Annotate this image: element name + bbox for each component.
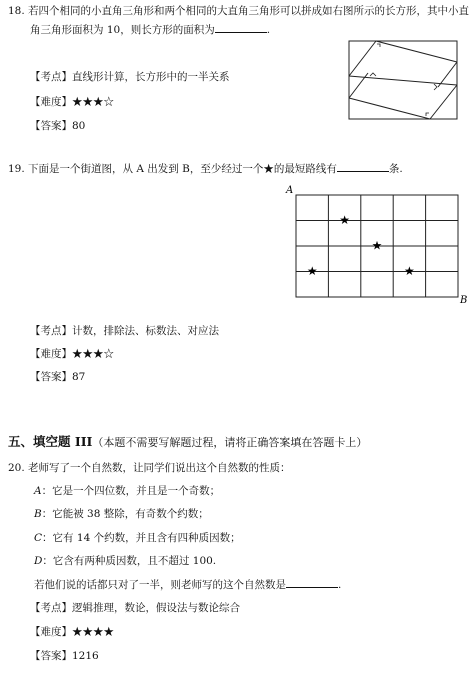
q19-nandu: 【难度】★★★☆ — [30, 348, 114, 360]
q20-conclusion-text: 若他们说的话都只对了一半，则老师写的这个自然数是 — [34, 579, 286, 591]
q20-option-a — [34, 484, 220, 498]
q20-conclusion — [34, 577, 341, 592]
q19-daan: 【答案】87 — [30, 371, 86, 383]
q20-option-b-text: ：它能被 38 整除，有奇数个约数； — [41, 508, 209, 520]
section5-note: （本题不需要写解题过程，请将正确答案填在答题卡上） — [92, 436, 368, 449]
q20-number: 20. — [8, 462, 25, 474]
q20-option-a-text: ：它是一个四位数，并且是一个奇数； — [41, 485, 221, 497]
q20-option-c — [34, 531, 241, 545]
q20-option-c-label: C — [34, 532, 43, 544]
q19-star-3: ★ — [306, 264, 318, 278]
q20-intro-line — [8, 461, 291, 475]
q19-kaodian: 【考点】计数，排除法、标数法、对应法 — [30, 325, 219, 337]
q18-right-angle-mark-4 — [426, 113, 429, 116]
q20-option-d-label: D — [34, 555, 43, 567]
q18-right-angle-mark-1 — [370, 73, 376, 76]
q18-text-line1: 若四个相同的小直角三角形和两个相同的大直角三角形可以拼成如右图所示的长方形，其中小直 — [28, 5, 469, 17]
q19-line — [8, 161, 403, 176]
q20-answer-blank — [286, 577, 338, 588]
q18-period: . — [266, 24, 271, 36]
q19-text: 下面是一个街道图，从 A 出发到 B，至少经过一个★的最短路线有 — [28, 163, 337, 175]
q19-label-b: B — [460, 295, 468, 306]
q18-top-slant — [376, 41, 457, 62]
q18-answer-blank — [215, 22, 267, 33]
q18-line2 — [30, 22, 270, 37]
q20-option-a-label: A — [34, 485, 42, 497]
q18-nandu: 【难度】★★★☆ — [30, 96, 114, 108]
q19-star-4: ★ — [404, 264, 415, 278]
q18-upper-left-diagonal — [349, 41, 376, 76]
q20-option-b-label: B — [34, 508, 42, 520]
q19-street-grid — [282, 182, 468, 306]
q18-bottom-slant — [349, 98, 430, 119]
q20-daan: 【答案】1216 — [30, 650, 99, 662]
q20-intro: 老师写了一个自然数，让同学们说出这个自然数的性质： — [28, 462, 291, 474]
q20-option-d-text: ：它含有两种质因数，且不超过 100. — [42, 555, 217, 567]
q18-upper-right-leg — [438, 62, 457, 87]
q18-kaodian: 【考点】直线形计算，长方形中的一半关系 — [30, 71, 230, 83]
q19-star-2: ★ — [371, 238, 383, 253]
q19-number: 19. — [8, 163, 25, 175]
q18-line1 — [8, 4, 469, 18]
q20-kaodian: 【考点】逻辑推理，数论，假设法与数论综合 — [30, 602, 240, 614]
q18-right-angle-mark-2 — [434, 84, 437, 90]
q20-conclusion-end: . — [338, 579, 342, 591]
q20-option-c-text: ：它有 14 个约数，并且含有四种质因数； — [42, 532, 241, 544]
q19-text-end: 条. — [388, 163, 403, 175]
section5-title: 五、填空题 III — [8, 434, 93, 449]
q19-answer-blank — [337, 161, 389, 172]
q18-right-angle-mark-3 — [377, 44, 380, 47]
q18-hidden — [349, 80, 457, 89]
section5-heading — [8, 434, 367, 451]
q20-option-b — [34, 507, 209, 521]
q18-number: 18. — [8, 5, 25, 17]
q18-lower-right-diagonal — [430, 85, 457, 119]
q19-star-1: ★ — [339, 213, 350, 227]
q18-text-line2: 角三角形面积为 10，则长方形的面积为 — [30, 24, 215, 36]
q20-option-d — [34, 554, 216, 568]
q19-label-a: A — [286, 185, 294, 196]
q18-daan: 【答案】80 — [30, 120, 86, 132]
q20-nandu: 【难度】★★★★ — [30, 626, 114, 638]
q18-rectangle-figure — [348, 40, 460, 125]
